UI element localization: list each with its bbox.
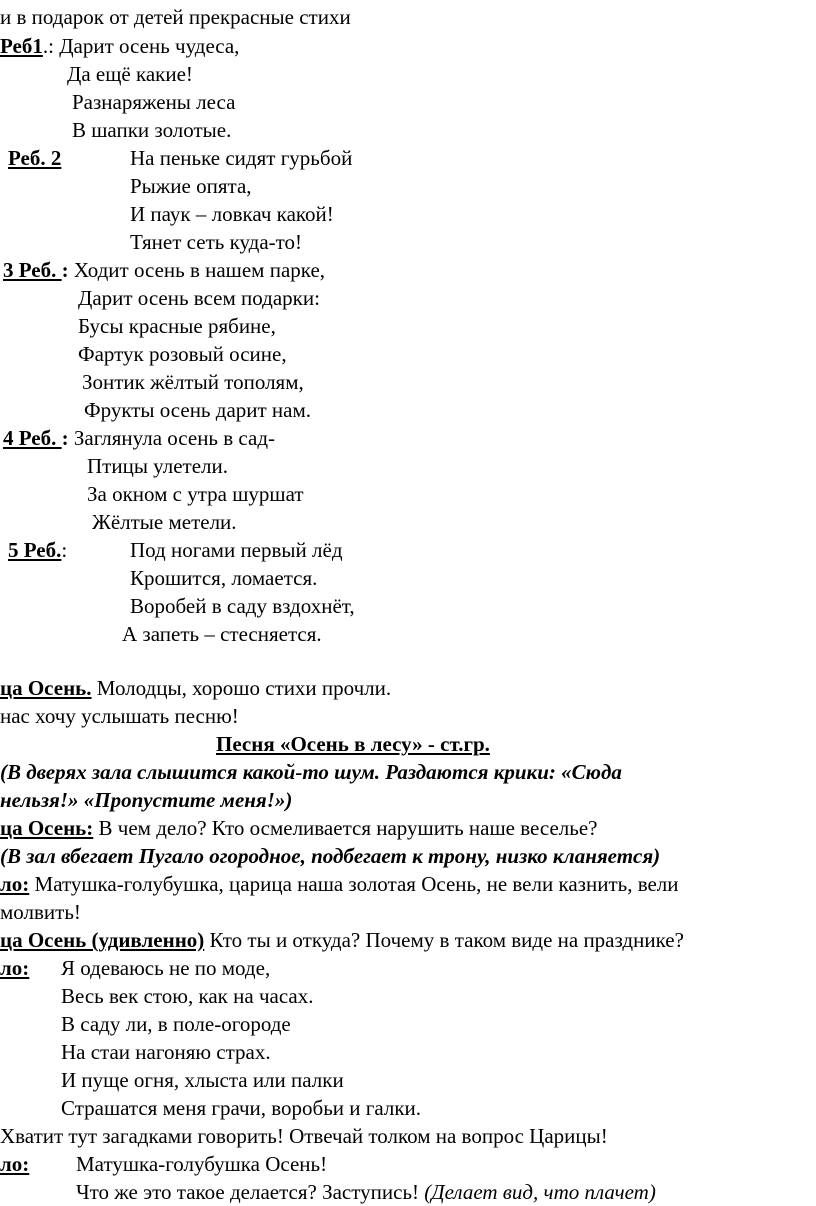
speaker-separator: : [61, 538, 68, 562]
poem-5-line-1: Под ногами первый лёд [130, 538, 343, 562]
poem-1-line-3: Разнаряжены леса [72, 90, 236, 114]
poem-4-line-3: За окном с утра шуршат [87, 482, 304, 506]
script-line-8: Матушка-голубушка Осень! [76, 1152, 328, 1176]
dialogue-text: Что же это такое делается? Заступись! [76, 1180, 425, 1204]
stage-direction-3: (Делает вид, что плачет) [424, 1180, 656, 1204]
speaker-label: ло: [0, 956, 30, 980]
scarecrow-verse-1: Я одеваюсь не по моде, [61, 956, 271, 980]
script-line-1 [0, 675, 391, 702]
poem-2-line-3: И паук – ловкач какой! [130, 202, 334, 226]
speaker-label: 3 Реб. [3, 258, 62, 282]
poem-5-speaker [8, 537, 67, 564]
speaker-label: Реб. 2 [8, 146, 62, 170]
intro-line: и в подарок от детей прекрасные стихи [0, 5, 351, 29]
poem-5-line-4: А запеть – стесняется. [122, 622, 322, 646]
dialogue-text: Матушка-голубушка, царица наша золотая Осень, не вели казнить, вели [29, 872, 679, 896]
poem-1-line-2: Да ещё какие! [67, 62, 193, 86]
song-title: Песня «Осень в лесу» - ст.гр. [216, 732, 490, 756]
speaker-separator: .: [42, 34, 60, 58]
poem-3-line-5: Зонтик жёлтый тополям, [82, 370, 304, 394]
poem-4-line-4: Жёлтые метели. [92, 510, 237, 534]
poem-2-line-4: Тянет сеть куда-то! [130, 230, 303, 254]
script-line-2: нас хочу услышать песню! [0, 704, 239, 728]
speaker-label: ло: [0, 872, 30, 896]
scarecrow-verse-5: И пуще огня, хлыста или палки [61, 1068, 344, 1092]
poem-2-line-1: На пеньке сидят гурьбой [130, 146, 353, 170]
scarecrow-verse-4: На стаи нагоняю страх. [61, 1040, 271, 1064]
scarecrow-verse-6: Страшатся меня грачи, воробьи и галки. [61, 1096, 422, 1120]
verse-text: Ходит осень в нашем парке, [73, 258, 326, 282]
script-line-4b: молвить! [0, 900, 81, 924]
speaker-label: 5 Реб. [8, 538, 62, 562]
stage-direction-1a: (В дверях зала слышится какой-то шум. Раздаются крики: «Сюда [0, 760, 622, 784]
stage-direction-1b: нельзя!» «Пропустите меня!») [0, 788, 293, 812]
script-line-9 [76, 1179, 656, 1206]
dialogue-text: Кто ты и откуда? Почему в таком виде на празднике? [204, 928, 684, 952]
poem-3-line-2: Дарит осень всем подарки: [78, 286, 320, 310]
poem-4-line-1 [3, 425, 275, 452]
poem-3-line-4: Фартук розовый осине, [78, 342, 287, 366]
speaker-label: Реб1 [0, 34, 43, 58]
poem-1-line-4: В шапки золотые. [72, 118, 232, 142]
poem-2-line-2: Рыжие опята, [130, 174, 252, 198]
speaker-label: ца Осень (удивленно) [0, 928, 205, 952]
speaker-separator: : [61, 426, 74, 450]
dialogue-text: Молодцы, хорошо стихи прочли. [91, 676, 392, 700]
scarecrow-verse-3: В саду ли, в поле-огороде [61, 1012, 291, 1036]
verse-text: Дарит осень чудеса, [59, 34, 240, 58]
speaker-label: ло: [0, 1152, 30, 1176]
speaker-label: ца Осень. [0, 676, 92, 700]
poem-3-line-1 [3, 257, 325, 284]
dialogue-text: В чем дело? Кто осмеливается нарушить наше веселье? [93, 816, 598, 840]
verse-text: Заглянула осень в сад- [73, 426, 275, 450]
poem-4-line-2: Птицы улетели. [87, 454, 229, 478]
stage-direction-2: (В зал вбегает Пугало огородное, подбегает к трону, низко кланяется) [0, 844, 661, 868]
script-line-4 [0, 871, 679, 898]
poem-5-line-2: Крошится, ломается. [130, 566, 318, 590]
speaker-separator: : [61, 258, 74, 282]
script-line-5 [0, 927, 684, 954]
script-line-3 [0, 815, 597, 842]
poem-3-line-6: Фрукты осень дарит нам. [84, 398, 312, 422]
scarecrow-verse-2: Весь век стою, как на часах. [61, 984, 314, 1008]
poem-3-line-3: Бусы красные рябине, [78, 314, 276, 338]
script-line-7: Хватит тут загадками говорить! Отвечай толком на вопрос Царицы! [0, 1124, 608, 1148]
speaker-label: 4 Реб. [3, 426, 62, 450]
poem-5-line-3: Воробей в саду вздохнёт, [130, 594, 355, 618]
speaker-label: ца Осень: [0, 816, 94, 840]
poem-1-line-1 [0, 33, 239, 60]
